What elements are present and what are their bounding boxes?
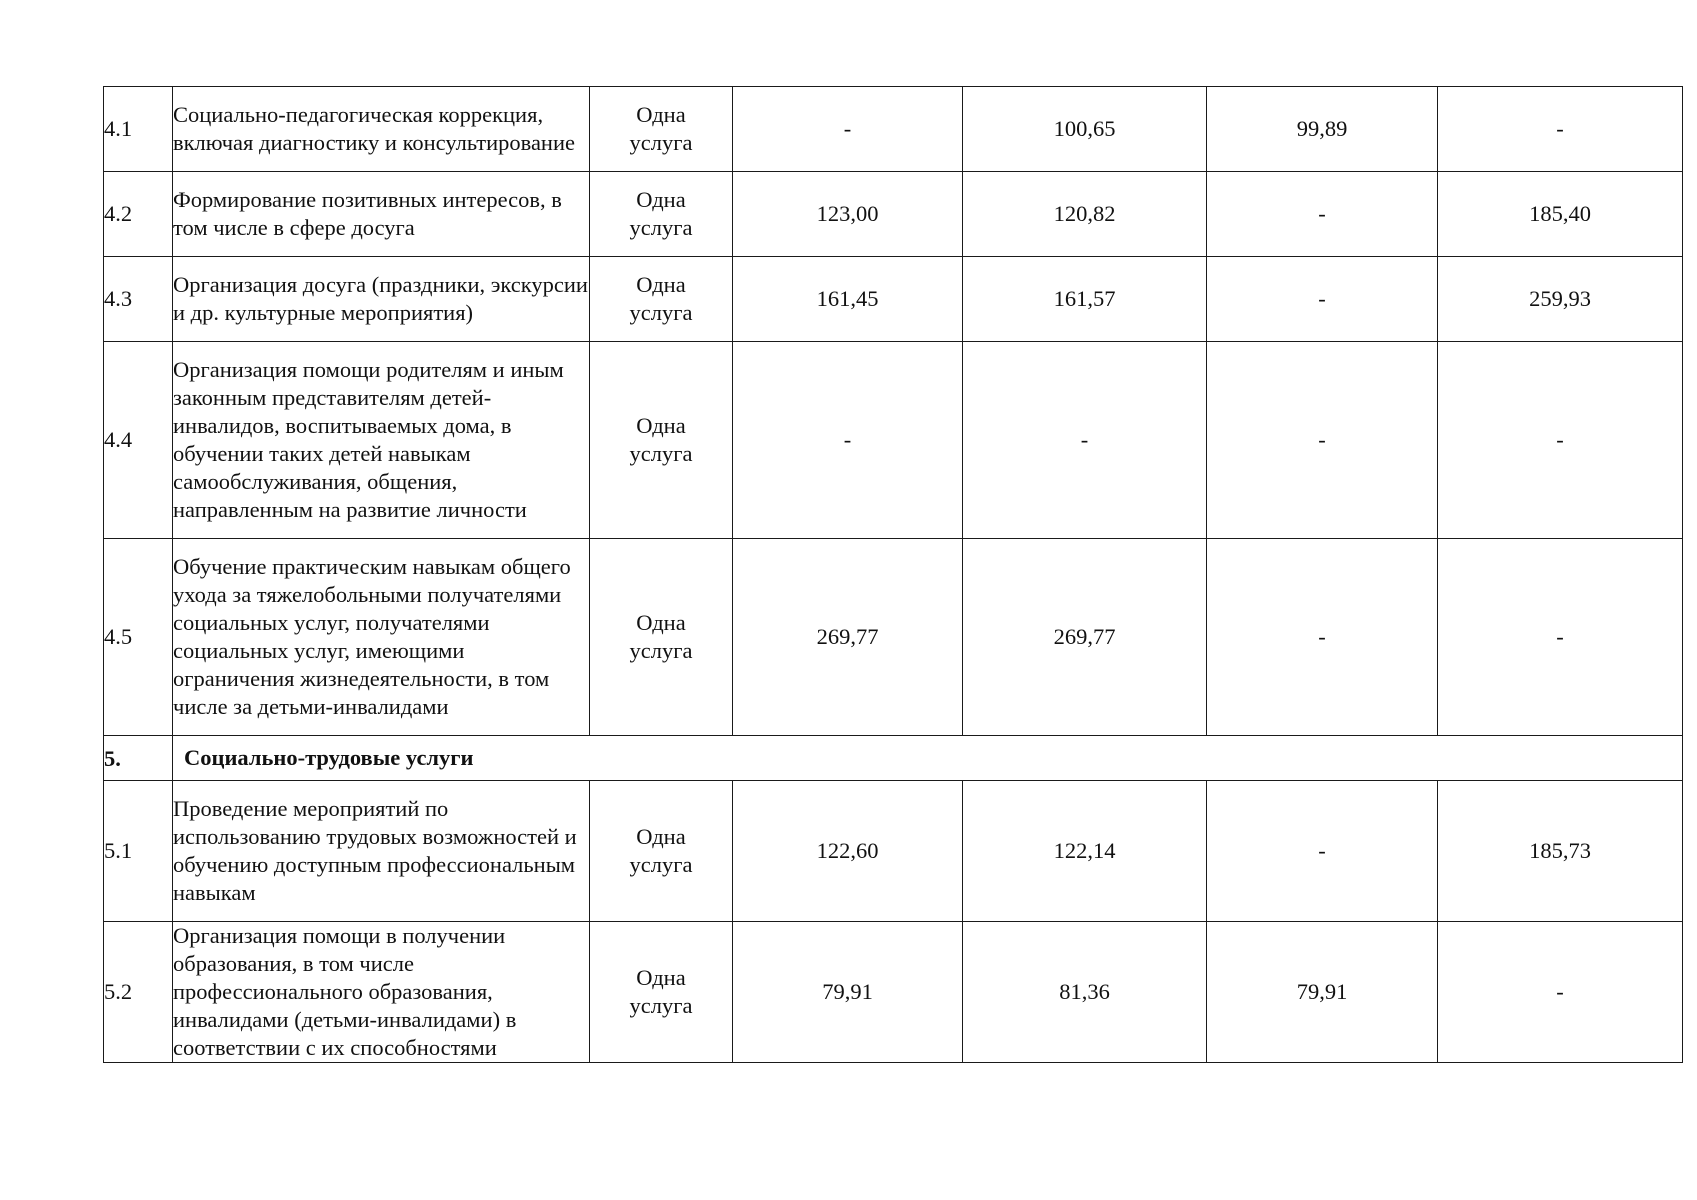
unit-cell [590,922,733,1063]
table-row [104,781,1683,922]
service-name: Организация помощи родителям и иным законным представителям детей-инвалидов, воспитываемых дома, в обучении таких детей навыкам самообслуживания, общения, направленным на развитие личности [173,342,590,539]
unit-cell [590,257,733,342]
row-number: 4.4 [104,342,173,539]
unit-line-2: услуга [629,300,693,325]
unit-cell [590,172,733,257]
value-col-1: 269,77 [733,539,963,736]
unit-cell [590,539,733,736]
value-col-4: 259,93 [1438,257,1683,342]
table-row [104,257,1683,342]
section-row [104,736,1683,781]
value-col-3: - [1207,539,1438,736]
value-col-2: 100,65 [963,87,1207,172]
value-col-2: 161,57 [963,257,1207,342]
service-name: Организация помощи в получении образования, в том числе профессионального образования, инвалидами (детьми-инвалидами) в соответствии с их способностями [173,922,590,1063]
unit-cell [590,87,733,172]
service-name: Формирование позитивных интересов, в том числе в сфере досуга [173,172,590,257]
value-col-3: 99,89 [1207,87,1438,172]
row-number: 4.5 [104,539,173,736]
table-row [104,87,1683,172]
unit-line-1: Одна [636,965,686,990]
value-col-2: 269,77 [963,539,1207,736]
service-name: Социально-педагогическая коррекция, включая диагностику и консультирование [173,87,590,172]
value-col-4: - [1438,922,1683,1063]
services-tariff-table [103,86,1683,1063]
service-name: Обучение практическим навыкам общего ухода за тяжелобольными получателями социальных услуг, получателями социальных услуг, имеющими ограничения жизнедеятельности, в том числе за детьми-инвалидами [173,539,590,736]
table-row [104,539,1683,736]
unit-line-1: Одна [636,413,686,438]
service-name: Организация досуга (праздники, экскурсии и др. культурные мероприятия) [173,257,590,342]
unit-line-1: Одна [636,102,686,127]
value-col-4: 185,40 [1438,172,1683,257]
unit-line-2: услуга [629,215,693,240]
value-col-3: 79,91 [1207,922,1438,1063]
unit-line-1: Одна [636,824,686,849]
unit-cell [590,342,733,539]
section-number: 5. [104,736,173,781]
row-number: 4.3 [104,257,173,342]
row-number: 5.2 [104,922,173,1063]
value-col-1: 79,91 [733,922,963,1063]
value-col-3: - [1207,781,1438,922]
unit-line-2: услуга [629,441,693,466]
unit-line-1: Одна [636,272,686,297]
value-col-4: - [1438,87,1683,172]
value-col-4: - [1438,539,1683,736]
unit-line-1: Одна [636,610,686,635]
value-col-1: - [733,342,963,539]
value-col-2: 81,36 [963,922,1207,1063]
unit-line-2: услуга [629,130,693,155]
value-col-1: - [733,87,963,172]
service-name: Проведение мероприятий по использованию трудовых возможностей и обучению доступным профессиональным навыкам [173,781,590,922]
value-col-2: 122,14 [963,781,1207,922]
value-col-2: 120,82 [963,172,1207,257]
value-col-4: - [1438,342,1683,539]
value-col-1: 123,00 [733,172,963,257]
unit-line-2: услуга [629,638,693,663]
section-title: Социально-трудовые услуги [173,736,1683,781]
row-number: 4.1 [104,87,173,172]
value-col-3: - [1207,172,1438,257]
value-col-4: 185,73 [1438,781,1683,922]
table-row [104,922,1683,1063]
row-number: 5.1 [104,781,173,922]
value-col-1: 122,60 [733,781,963,922]
unit-line-1: Одна [636,187,686,212]
value-col-2: - [963,342,1207,539]
unit-cell [590,781,733,922]
value-col-3: - [1207,257,1438,342]
value-col-3: - [1207,342,1438,539]
unit-line-2: услуга [629,852,693,877]
row-number: 4.2 [104,172,173,257]
unit-line-2: услуга [629,993,693,1018]
table-row [104,172,1683,257]
table-row [104,342,1683,539]
value-col-1: 161,45 [733,257,963,342]
